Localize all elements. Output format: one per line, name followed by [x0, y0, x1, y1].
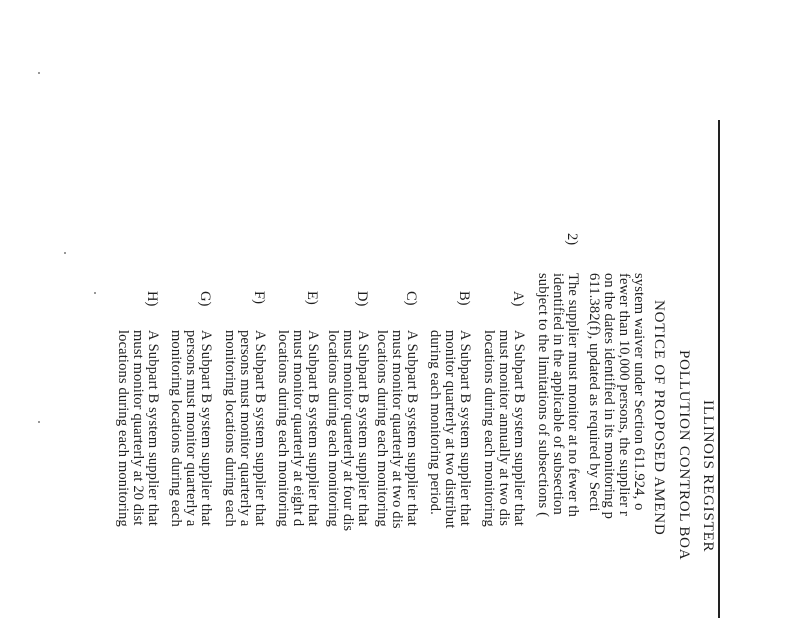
subitem-e-line: locations during each monitoring — [275, 330, 291, 527]
subitem-e-line: must monitor quarterly at eight d — [290, 330, 306, 527]
header-rule — [718, 120, 720, 618]
subitem-d-line: locations during each monitoring — [325, 330, 341, 527]
rotated-page-content — [115, 0, 736, 618]
register-title: ILLINOIS REGISTER — [700, 400, 716, 553]
subitem-a-label: A) — [510, 291, 526, 307]
notice-title: NOTICE OF PROPOSED AMEND — [651, 300, 667, 536]
item-2-line: The supplier must monitor at no fewer th — [565, 273, 581, 517]
subitem-a-line: must monitor annually at two dis — [496, 330, 512, 527]
intro-line: 611.382(f), updated as required by Secti — [586, 273, 602, 512]
subitem-b-line: monitor quarterly at two distribut — [442, 330, 458, 529]
subitem-e-label: E) — [304, 291, 320, 305]
scan-speck — [64, 252, 66, 254]
scan-speck — [38, 72, 40, 74]
subitem-f-line: persons must monitor quarterly a — [237, 330, 253, 527]
subitem-a-line: locations during each monitoring — [481, 330, 497, 527]
subitem-c-line: locations during each monitoring — [374, 330, 390, 527]
subitem-h-line: A Subpart B system supplier that — [145, 330, 161, 527]
subitem-c-label: C) — [403, 291, 419, 306]
subitem-c-line: must monitor quarterly at two dis — [389, 330, 405, 529]
intro-line: fewer than 10,000 persons, the supplier r — [616, 273, 632, 516]
subitem-d-line: must monitor quarterly at four dis — [340, 330, 356, 532]
subitem-h-line: locations during each monitoring — [115, 330, 131, 527]
subitem-a-line: A Subpart B system supplier that — [511, 330, 527, 527]
item-2-line: subject to the limitations of subsections ( — [535, 273, 551, 518]
subitem-f-line: A Subpart B system supplier that — [252, 330, 268, 527]
intro-line: system waiver under Section 611.924, o — [631, 273, 647, 511]
scan-speck — [94, 292, 96, 294]
subitem-g-line: persons must monitor quarterly a — [183, 330, 199, 527]
scan-speck — [38, 421, 40, 423]
board-title: POLLUTION CONTROL BOA — [676, 350, 692, 561]
subitem-b-line: during each monitoring period. — [427, 330, 443, 515]
subitem-b-line: A Subpart B system supplier that — [457, 330, 473, 527]
intro-line: on the dates identified in its monitoring p — [601, 273, 617, 520]
subitem-e-line: A Subpart B system supplier that — [305, 330, 321, 527]
subitem-g-line: A Subpart B system supplier that — [198, 330, 214, 527]
subitem-h-label: H) — [144, 291, 160, 307]
subitem-f-line: monitoring locations during each — [222, 330, 238, 527]
subitem-h-line: must monitor quarterly at 20 dist — [130, 330, 146, 526]
subitem-c-line: A Subpart B system supplier that — [404, 330, 420, 527]
subitem-b-label: B) — [456, 291, 472, 306]
subitem-d-label: D) — [354, 291, 370, 307]
subitem-d-line: A Subpart B system supplier that — [355, 330, 371, 527]
subitem-g-line: monitoring locations during each — [168, 330, 184, 527]
item-2-label: 2) — [564, 233, 580, 246]
subitem-f-label: F) — [251, 291, 267, 304]
item-2-line: identified in the applicable of subsection — [550, 273, 566, 515]
subitem-g-label: G) — [197, 291, 213, 307]
